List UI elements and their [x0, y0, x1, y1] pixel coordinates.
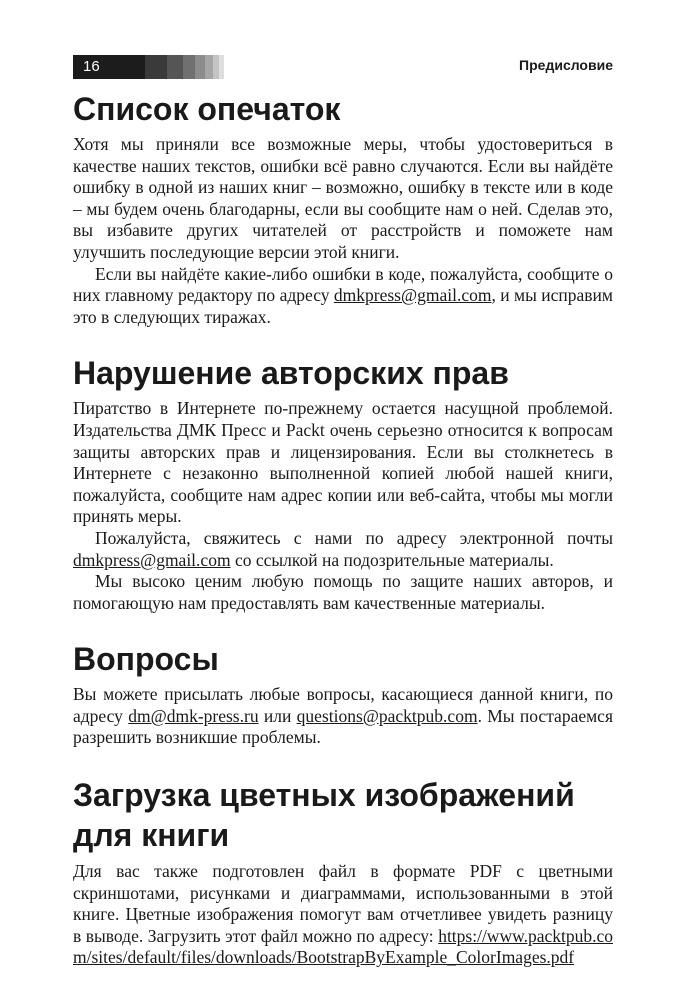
page-header: [73, 55, 613, 79]
paragraph: [73, 264, 613, 329]
section-title: Вопросы: [73, 641, 219, 678]
text: или: [258, 705, 297, 726]
paragraph: [73, 684, 613, 749]
running-head: Предисловие: [519, 57, 613, 73]
section-title: Список опечаток: [73, 91, 341, 127]
paragraph: [73, 528, 613, 571]
email-link[interactable]: questions@packtpub.com: [296, 705, 478, 726]
paragraph: [73, 398, 613, 528]
text: . Мы постараемся разрешить возникшие проблемы.: [73, 705, 613, 748]
paragraph: [73, 134, 613, 264]
text: Хотя мы приняли все возможные меры, чтобы удостовериться в качестве наших текстов, ошибки всё равно случаются. Если вы найдёте ошибку в одной из наших книг – возможно, ошибку в тексте или в коде – мы будем очень благодарны, если вы сообщите нам о ней. Сделав это, вы избавите других читателей от расстройств и поможете нам улучшить последующие версии этой книги.: [73, 134, 613, 262]
text: Для вас также подготовлен файл в формате PDF с цветными скриншотами, рисунками и диаграммами, использованными в этой книге. Цветные изображения помогут вам отчетливее увидеть разницу в выводе. Загрузить этот файл можно по адресу:: [73, 861, 613, 946]
text: Пожалуйста, свяжитесь с нами по адресу электронной почты: [95, 527, 613, 548]
header-shade-5: [195, 55, 205, 79]
section-title: Загрузка цветных изображений для книги: [73, 777, 575, 854]
section-piracy: [73, 354, 613, 614]
email-link[interactable]: dmkpress@gmail.com: [333, 285, 492, 306]
text: со ссылкой на подозрительные материалы.: [230, 549, 554, 570]
header-shade-6: [205, 55, 213, 79]
paragraph: [73, 571, 613, 614]
download-link[interactable]: https://www.packtpub.com/sites/default/files/downloads/BootstrapByExample_ColorImages.pdf: [73, 925, 613, 968]
section-color-images: [73, 775, 613, 969]
email-link[interactable]: dmkpress@gmail.com: [73, 549, 231, 570]
page-number: 16: [73, 55, 119, 79]
paragraph: [73, 861, 613, 969]
page-content: [73, 90, 613, 995]
text: , и мы исправим это в следующих тиражах.: [73, 285, 613, 327]
section-questions: [73, 640, 613, 749]
text: Вы можете присылать любые вопросы, касающиеся данной книги, по адресу: [73, 684, 613, 726]
text: Если вы найдёте какие-либо ошибки в коде, пожалуйста, сообщите о них главному редактору по адресу: [73, 263, 613, 306]
header-shade-3: [167, 55, 183, 79]
header-shade-1: [119, 55, 145, 79]
header-shade-4: [183, 55, 195, 79]
text: Пиратство в Интернете по-прежнему остается насущной проблемой. Издательства ДМК Пресс и Packt очень серьезно относится к вопросам защиты авторских прав и лицензирования. Если вы столкнетесь в Интернете с незаконно выполненной копией любой нашей книги, пожалуйста, сообщите нам адрес копии или веб-сайта, чтобы мы могли принять меры.: [73, 398, 613, 527]
text: Мы высоко ценим любую помощь по защите наших авторов, и помогающую нам предоставлять вам качественные материалы.: [73, 571, 613, 613]
header-shade-2: [145, 55, 167, 79]
email-link[interactable]: dm@dmk-press.ru: [128, 705, 259, 726]
section-title: Нарушение авторских прав: [73, 355, 509, 392]
header-shade-8: [219, 55, 224, 79]
section-errata: [73, 90, 613, 328]
